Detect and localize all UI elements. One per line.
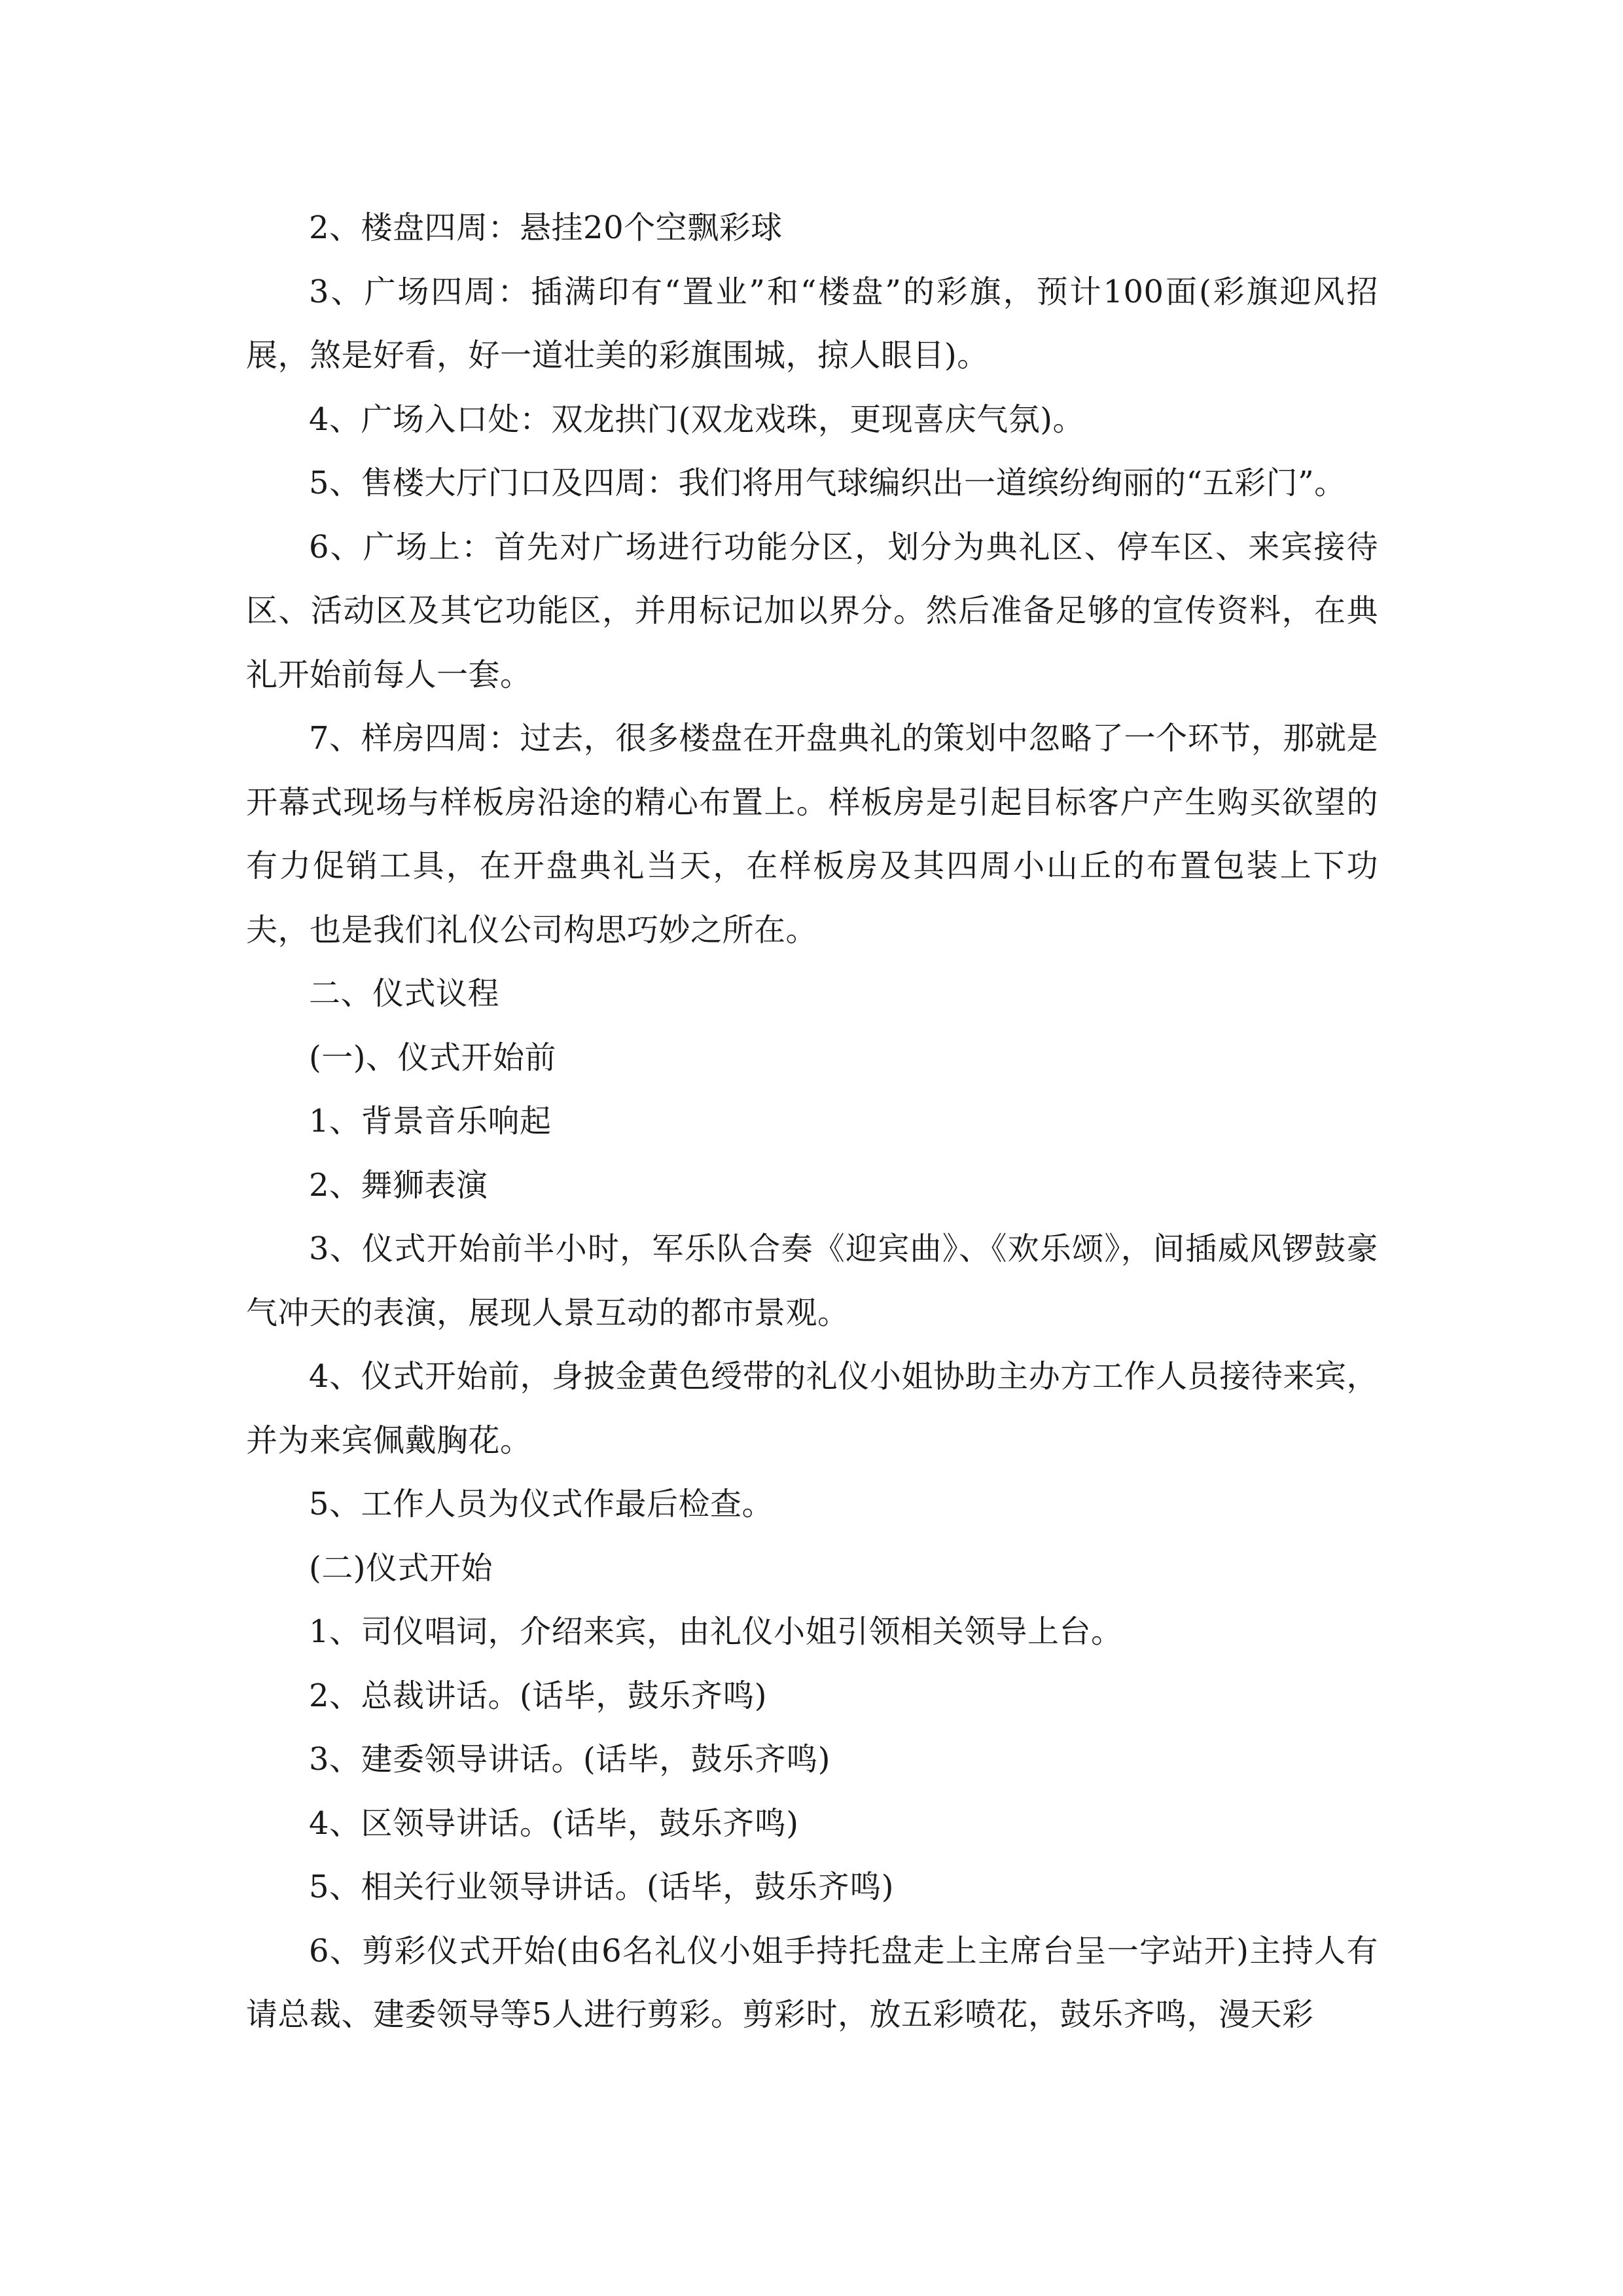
paragraph-balloon-gate: 5、售楼大厅门口及四周：我们将用气球编织出一道缤纷绚丽的“五彩门”。 [309, 465, 1346, 501]
paragraph-flags: 3、广场四周：插满印有“置业”和“楼盘”的彩旗，预计100面(彩旗迎风招展，煞是好看，好一道壮美的彩旗围城，掠人眼目)。 [246, 273, 1378, 374]
list-item-committee-speech: 3、建委领导讲话。(话毕，鼓乐齐鸣) [309, 1741, 830, 1778]
list-item-music: 1、背景音乐响起 [309, 1103, 552, 1139]
document-body [246, 196, 1378, 2047]
subheading-ceremony-start: (二)仪式开始 [309, 1549, 493, 1587]
list-item-reception: 4、仪式开始前，身披金黄色绶带的礼仪小姐协助主办方工作人员接待来宾，并为来宾佩戴胸花。 [246, 1358, 1378, 1459]
list-item-final-check: 5、工作人员为仪式作最后检查。 [309, 1486, 774, 1522]
list-item-district-speech: 4、区领导讲话。(话毕，鼓乐齐鸣) [309, 1804, 799, 1842]
section-heading-agenda: 二、仪式议程 [309, 975, 500, 1012]
list-item-host: 1、司仪唱词，介绍来宾，由礼仪小姐引领相关领导上台。 [309, 1613, 1123, 1650]
paragraph-model-house: 7、样房四周：过去，很多楼盘在开盘典礼的策划中忽略了一个环节，那就是开幕式现场与样板房沿途的精心布置上。样板房是引起目标客户产生购买欲望的有力促销工具，在开盘典礼当天，在样板房及其四周小山丘的布置包装上下功夫，也是我们礼仪公司构思巧妙之所在。 [246, 720, 1378, 948]
list-item-lion-dance: 2、舞狮表演 [309, 1166, 488, 1204]
list-item-president-speech: 2、总裁讲话。(话毕，鼓乐齐鸣) [309, 1677, 767, 1714]
list-item-band: 3、仪式开始前半小时，军乐队合奏《迎宾曲》、《欢乐颂》，间插威风锣鼓豪气冲天的表演，展现人景互动的都市景观。 [246, 1230, 1378, 1331]
subheading-before-ceremony: (一)、仪式开始前 [309, 1039, 556, 1076]
list-item-industry-speech: 5、相关行业领导讲话。(话毕，鼓乐齐鸣) [309, 1869, 894, 1905]
paragraph-square-zoning: 6、广场上：首先对广场进行功能分区，划分为典礼区、停车区、来宾接待区、活动区及其它功能区，并用标记加以界分。然后准备足够的宣传资料，在典礼开始前每人一套。 [246, 528, 1378, 693]
paragraph-balloons: 2、楼盘四周：悬挂20个空飘彩球 [309, 209, 783, 246]
paragraph-entrance-arch: 4、广场入口处：双龙拱门(双龙戏珠，更现喜庆气氛)。 [309, 401, 1084, 438]
list-item-ribbon-cutting: 6、剪彩仪式开始(由6名礼仪小姐手持托盘走上主席台呈一字站开)主持人有请总裁、建委领导等5人进行剪彩。剪彩时，放五彩喷花，鼓乐齐鸣，漫天彩 [246, 1932, 1378, 2033]
